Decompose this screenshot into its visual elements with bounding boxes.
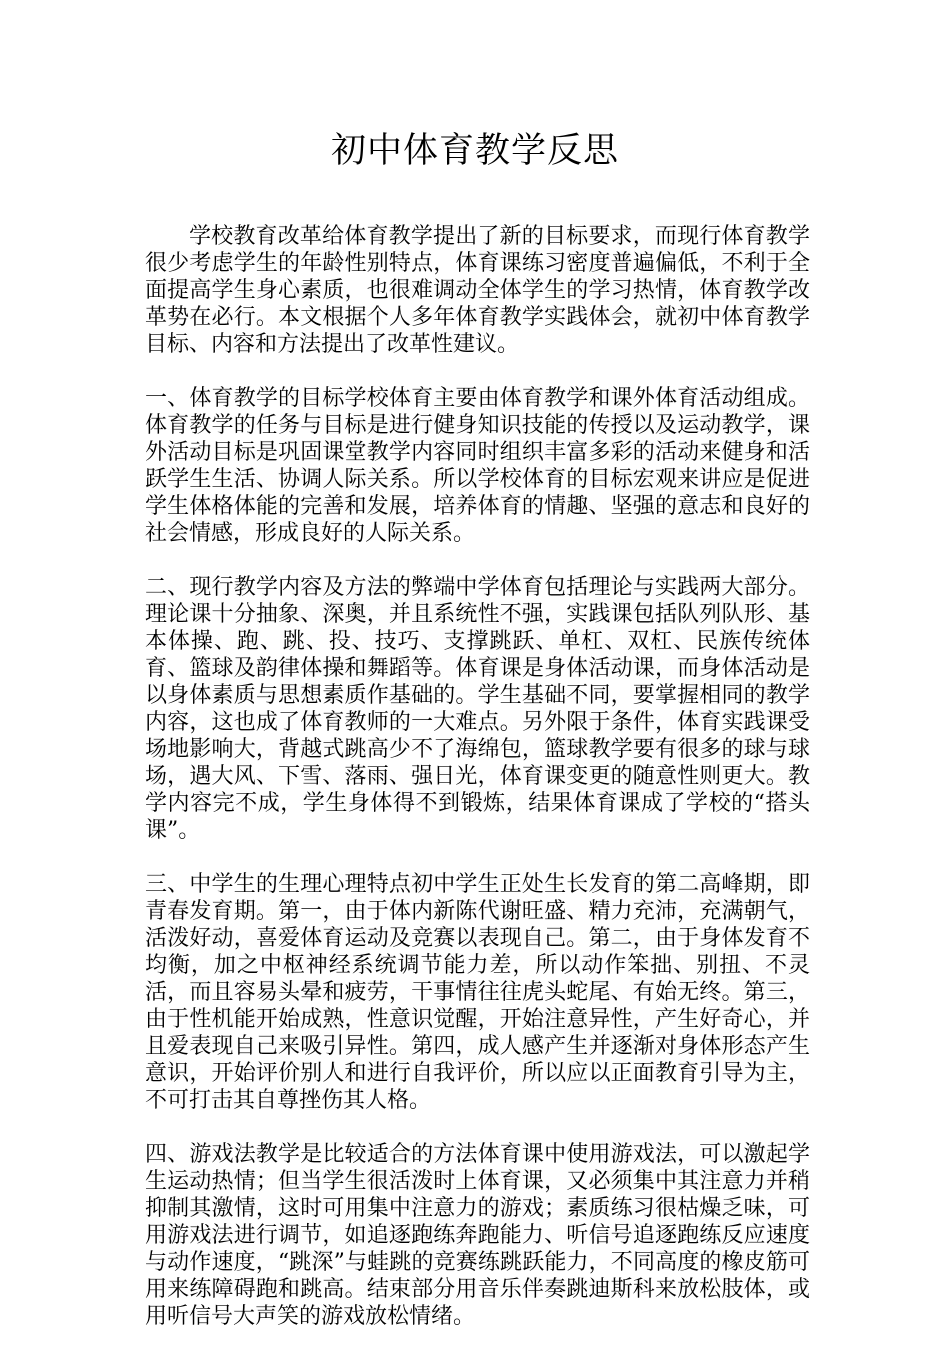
document-body [145,223,810,1357]
paragraph-section-4: 四、游戏法教学是比较适合的方法体育课中使用游戏法，可以激起学生运动热情；但当学生很活泼时上体育课，又必须集中其注意力并稍抑制其激情，这时可用集中注意力的游戏；素质练习很枯燥乏味，可用游戏法进行调节，如追逐跑练奔跑能力、听信号追逐跑练反应速度与动作速度，“跳深”与蛙跳的竞赛练跳跃能力，不同高度的橡皮筋可用来练障碍跑和跳高。结束部分用音乐伴奏跳迪斯科来放松肢体，或用听信号大声笑的游戏放松情绪。 [145,1142,810,1329]
paragraph-section-3: 三、中学生的生理心理特点初中学生正处生长发育的第二高峰期，即青春发育期。第一，由于体内新陈代谢旺盛、精力充沛，充满朝气，活泼好动，喜爱体育运动及竞赛以表现自己。第二，由于身体发育不均衡，加之中枢神经系统调节能力差，所以动作笨拙、别扭、不灵活，而且容易头晕和疲劳，干事情往往虎头蛇尾、有始无终。第三，由于性机能开始成熟，性意识觉醒，开始注意异性，产生好奇心，并且爱表现自己来吸引异性。第四，成人感产生并逐渐对身体形态产生意识，开始评价别人和进行自我评价，所以应以正面教育引导为主，不可打击其自尊挫伤其人格。 [145,872,810,1113]
paragraph-section-2: 二、现行教学内容及方法的弊端中学体育包括理论与实践两大部分。理论课十分抽象、深奥，并且系统性不强，实践课包括队列队形、基本体操、跑、跳、投、技巧、支撑跳跃、单杠、双杠、民族传统体育、篮球及韵律体操和舞蹈等。体育课是身体活动课，而身体活动是以身体素质与思想素质作基础的。学生基础不同，要掌握相同的教学内容，这也成了体育教师的一大难点。另外限于条件，体育实践课受场地影响大，背越式跳高少不了海绵包，篮球教学要有很多的球与球场，遇大风、下雪、落雨、强日光，体育课变更的随意性则更大。教学内容完不成，学生身体得不到锻炼，结果体育课成了学校的“搭头课”。 [145,575,810,843]
document-title: 初中体育教学反思 [330,131,619,171]
paragraph-intro: 学校教育改革给体育教学提出了新的目标要求，而现行体育教学很少考虑学生的年龄性别特点，体育课练习密度普遍偏低，不利于全面提高学生身心素质，也很难调动全体学生的学习热情，体育教学改革势在必行。本文根据个人多年体育教学实践体会，就初中体育教学目标、内容和方法提出了改革性建议。 [145,224,810,357]
paragraph-section-1: 一、体育教学的目标学校体育主要由体育教学和课外体育活动组成。体育教学的任务与目标是进行健身知识技能的传授以及运动教学，课外活动目标是巩固课堂教学内容同时组织丰富多彩的活动来健身和活跃学生生活、协调人际关系。所以学校体育的目标宏观来讲应是促进学生体格体能的完善和发展，培养体育的情趣、坚强的意志和良好的社会情感，形成良好的人际关系。 [145,386,810,546]
